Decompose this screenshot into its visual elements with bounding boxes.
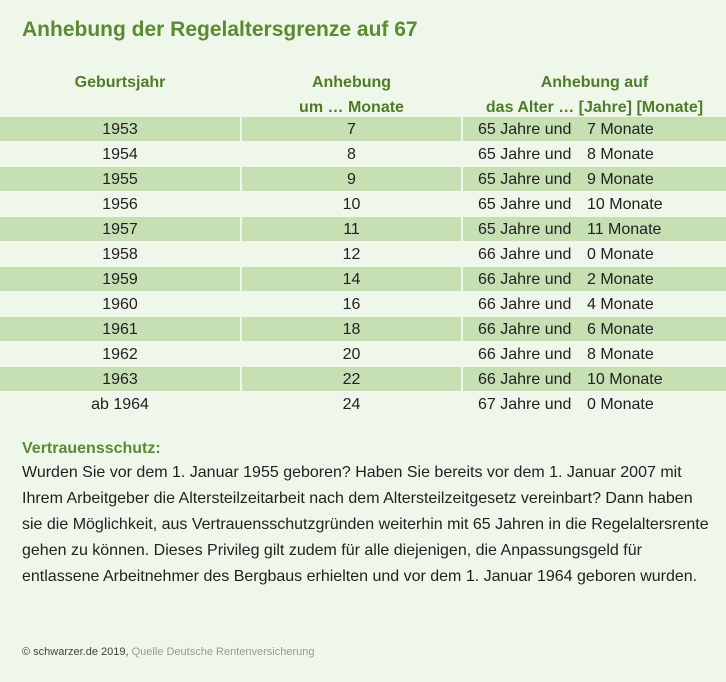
footer-copyright: © schwarzer.de 2019, [22,646,129,658]
header-target-age [463,70,726,120]
target-age-months: 0 Monate [587,396,654,413]
increase-months-cell: 22 [242,367,461,391]
birth-year-cell: 1962 [102,346,138,363]
target-age-months: 11 Monate [587,221,662,238]
target-age-cell [463,267,726,291]
increase-months-cell: 12 [342,246,361,263]
target-age-months: 0 Monate [587,246,654,263]
target-age-months: 8 Monate [587,146,654,163]
header-increase-line2: um … Monate [299,99,404,116]
birth-year-cell: ab 1964 [91,396,149,413]
table-row [0,117,726,142]
birth-year-cell: 1961 [0,317,240,341]
vertrauensschutz-paragraph: Wurden Sie vor dem 1. Januar 1955 geboren? Haben Sie bereits vor dem 1. Januar 2007 mit Ihrem Arbeitgeber die Altersteilzeitarbeit nach dem Altersteilzeitgesetz vereinbart? Dann haben sie die Möglichkeit, aus Vertrauensschutzgründen weiterhin mit 65 Jahren in die Regelaltersrente gehen zu können. Dieses Privileg gilt zudem für alle diejenigen, die Anpassungsgeld für entlassene Arbeitnehmer des Bergbaus erhielten und vor dem 1. Januar 1964 geboren wurden. [22,464,709,585]
increase-months-cell: 24 [342,396,361,413]
header-birth-year-label: Geburtsjahr [74,74,166,91]
target-age-months: 6 Monate [587,321,654,338]
footer-source: Quelle Deutsche Rentenversicherung [131,646,315,658]
target-age-years: 65 Jahre und [478,171,572,188]
table-row [0,367,726,392]
page-title: Anhebung der Regelaltersgrenze auf 67 [22,18,418,41]
header-target-age-line1: Anhebung auf [540,74,649,91]
birth-year-cell: 1954 [102,146,138,163]
target-age-cell [463,192,726,216]
birth-year-cell: 1958 [102,246,138,263]
retirement-age-table [0,117,726,417]
target-age-years: 66 Jahre und [478,321,572,338]
target-age-cell [463,167,726,191]
target-age-years: 66 Jahre und [478,371,572,388]
birth-year-cell: 1955 [0,167,240,191]
target-age-months: 2 Monate [587,271,654,288]
footer [22,646,314,658]
target-age-months: 10 Monate [587,371,663,388]
header-increase-months [242,70,461,120]
target-age-years: 66 Jahre und [478,296,572,313]
increase-months-cell: 16 [342,296,361,313]
birth-year-cell: 1960 [102,296,138,313]
table-row [0,392,726,417]
increase-months-cell: 20 [342,346,361,363]
table-row [0,217,726,242]
target-age-cell [463,342,726,366]
target-age-years: 66 Jahre und [478,246,572,263]
target-age-cell [463,367,726,391]
increase-months-cell: 10 [342,196,361,213]
increase-months-cell: 14 [242,267,461,291]
target-age-years: 66 Jahre und [478,271,572,288]
target-age-cell [463,392,726,416]
table-row [0,317,726,342]
birth-year-cell: 1956 [102,196,138,213]
target-age-years: 65 Jahre und [478,196,572,213]
header-birth-year [0,70,240,95]
birth-year-cell: 1963 [0,367,240,391]
target-age-months: 4 Monate [587,296,654,313]
increase-months-cell: 18 [242,317,461,341]
header-target-age-line2: das Alter … [Jahre] [Monate] [485,99,704,116]
birth-year-cell: 1957 [0,217,240,241]
table-row [0,242,726,267]
table-row [0,292,726,317]
target-age-years: 65 Jahre und [478,146,572,163]
target-age-years: 67 Jahre und [478,396,572,413]
target-age-cell [463,292,726,316]
target-age-cell [463,317,726,341]
table-row [0,167,726,192]
header-increase-line1: Anhebung [311,74,392,91]
target-age-cell [463,217,726,241]
increase-months-cell: 9 [242,167,461,191]
table-row [0,267,726,292]
increase-months-cell: 7 [242,117,461,141]
target-age-cell [463,142,726,166]
target-age-months: 8 Monate [587,346,654,363]
increase-months-cell: 11 [242,217,461,241]
target-age-years: 66 Jahre und [478,346,572,363]
birth-year-cell: 1953 [0,117,240,141]
table-row [0,342,726,367]
vertrauensschutz-heading: Vertrauensschutz: [22,440,161,457]
target-age-months: 9 Monate [587,171,654,188]
target-age-cell [463,242,726,266]
target-age-years: 65 Jahre und [478,121,572,138]
target-age-cell [463,117,726,141]
target-age-months: 7 Monate [587,121,654,138]
table-row [0,142,726,167]
target-age-months: 10 Monate [587,196,663,213]
target-age-years: 65 Jahre und [478,221,572,238]
birth-year-cell: 1959 [0,267,240,291]
increase-months-cell: 8 [347,146,356,163]
table-row [0,192,726,217]
